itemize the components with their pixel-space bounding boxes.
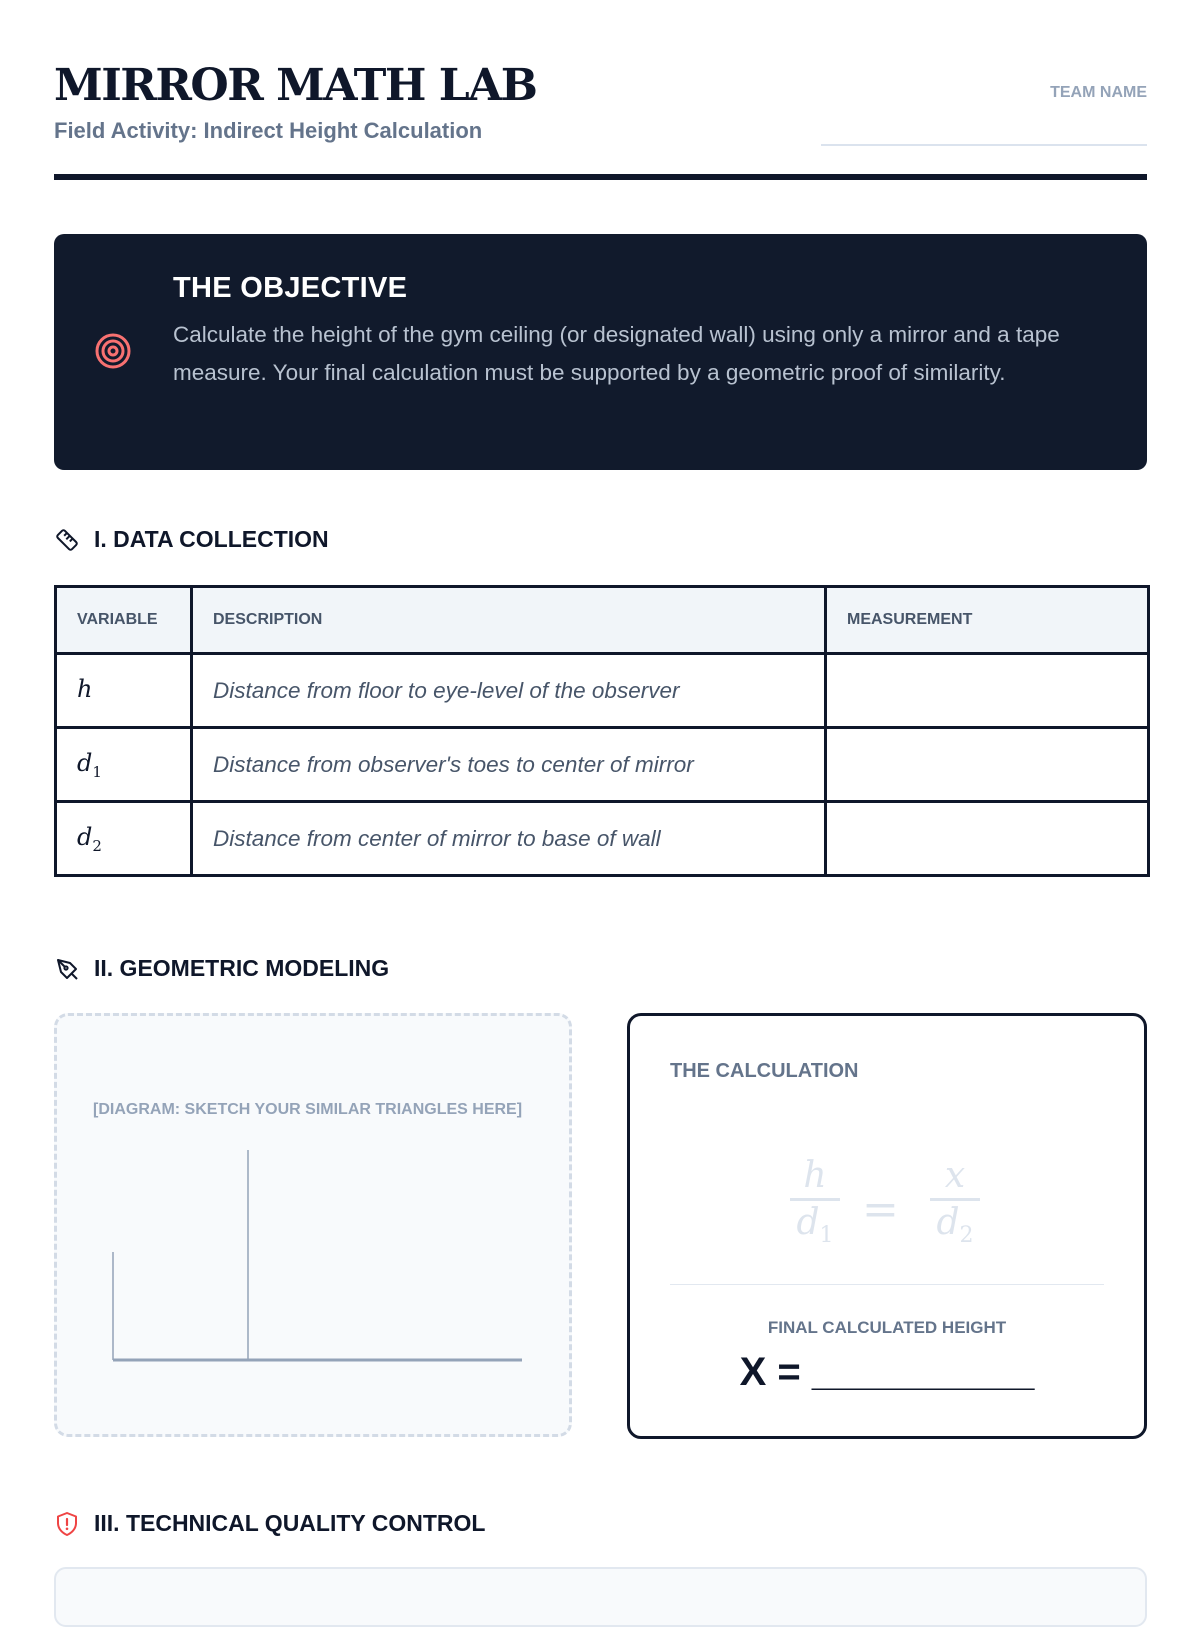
variable-subscript: 2 (92, 836, 102, 855)
description-text: Distance from observer's toes to center of mirror (213, 751, 694, 777)
pen-tool-icon (54, 956, 80, 982)
variable-cell (56, 802, 192, 876)
team-name-label: TEAM NAME (1050, 84, 1147, 101)
target-icon (94, 332, 132, 370)
objective-text: Calculate the height of the gym ceiling (or designated wall) using only a mirror and a tape measure. Your final calculation must be supported by a geometric proof of similarity. (173, 322, 1060, 385)
team-name-line[interactable] (821, 144, 1147, 146)
right-fraction-bar (930, 1198, 980, 1201)
column-header-description: DESCRIPTION (192, 587, 826, 654)
measurement-cell[interactable] (826, 654, 1149, 728)
calculation-divider (670, 1284, 1104, 1285)
shield-alert-icon (54, 1511, 80, 1537)
geometric-modeling-title: II. GEOMETRIC MODELING (94, 955, 390, 981)
final-height-answer[interactable]: X = __________ (739, 1350, 1035, 1394)
right-den-symbol: d (936, 1202, 960, 1243)
quality-control-panel (54, 1567, 1147, 1627)
right-denominator (930, 1202, 980, 1249)
data-collection-title: I. DATA COLLECTION (94, 526, 329, 552)
quality-control-heading (54, 1510, 485, 1537)
description-cell (192, 728, 826, 802)
variable-subscript: 1 (92, 762, 102, 781)
header-divider (54, 174, 1147, 180)
variable-cell (56, 654, 192, 728)
data-collection-table (54, 585, 1150, 877)
geometric-modeling-heading (54, 955, 389, 982)
left-fraction-bar (790, 1198, 840, 1201)
measurement-cell[interactable] (826, 802, 1149, 876)
left-den-symbol: d (796, 1202, 820, 1243)
description-text: Distance from floor to eye-level of the observer (213, 677, 680, 703)
calculation-title: THE CALCULATION (670, 1060, 859, 1082)
column-header-measurement: MEASUREMENT (826, 587, 1149, 654)
data-collection-heading (54, 526, 329, 553)
equals-sign: = (862, 1184, 899, 1235)
description-cell (192, 654, 826, 728)
table-row (56, 802, 1149, 876)
final-height-label: FINAL CALCULATED HEIGHT (767, 1318, 1007, 1337)
variable-symbol: d (77, 748, 93, 777)
variable-symbol: d (77, 822, 93, 851)
left-numerator: h (803, 1155, 827, 1196)
diagram-sketch-area[interactable] (54, 1013, 572, 1437)
left-fraction (790, 1155, 840, 1249)
similarity-formula (790, 1155, 990, 1249)
right-fraction (930, 1155, 980, 1249)
table-row (56, 654, 1149, 728)
table-header-row (56, 587, 1149, 654)
objective-title: THE OBJECTIVE (173, 272, 408, 304)
column-header-variable: VARIABLE (56, 587, 192, 654)
description-cell (192, 802, 826, 876)
ruler-icon (54, 527, 80, 553)
objective-card (54, 234, 1147, 470)
right-numerator: x (944, 1155, 966, 1196)
diagram-guide-lines (57, 1016, 575, 1440)
quality-control-title: III. TECHNICAL QUALITY CONTROL (94, 1510, 486, 1536)
calculation-card (627, 1013, 1147, 1439)
page-subtitle: Field Activity: Indirect Height Calculation (54, 118, 483, 143)
variable-cell (56, 728, 192, 802)
team-name-field[interactable] (821, 84, 1147, 102)
right-den-subscript: 2 (959, 1223, 974, 1249)
left-den-subscript: 1 (819, 1223, 834, 1249)
left-denominator (790, 1202, 840, 1249)
variable-symbol: h (77, 674, 93, 703)
diagram-placeholder-label: [DIAGRAM: SKETCH YOUR SIMILAR TRIANGLES HERE] (93, 1101, 523, 1118)
measurement-cell[interactable] (826, 728, 1149, 802)
table-row (56, 728, 1149, 802)
description-text: Distance from center of mirror to base of wall (213, 825, 661, 851)
page-title: MIRROR MATH LAB (54, 60, 537, 111)
